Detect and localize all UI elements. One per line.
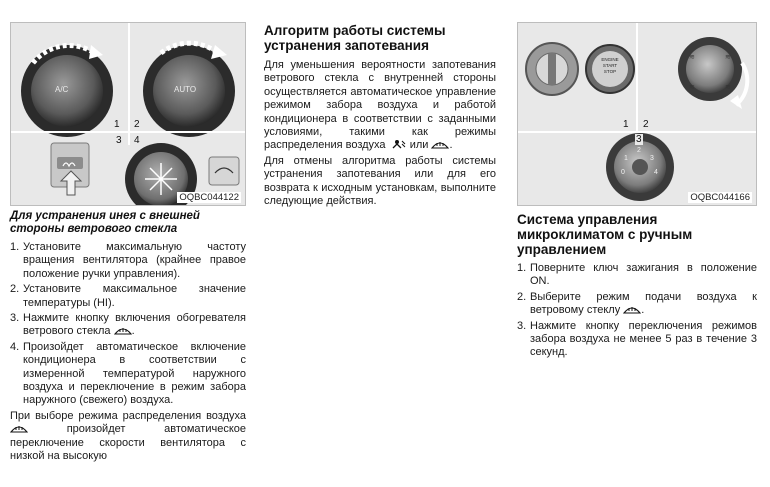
windshield-defrost-icon bbox=[431, 139, 449, 149]
list-item: 1. Поверните ключ зажигания в положение ON. bbox=[517, 262, 757, 288]
windshield-defrost-icon bbox=[114, 325, 132, 335]
dial-number-1: 1 bbox=[624, 155, 628, 162]
middle-paragraph-2: Для отмены алгоритма работы системы устранения запотевания или для его возврата к исходным установкам, выполните следующие действия. bbox=[264, 154, 496, 208]
floor-defrost-icon bbox=[389, 139, 407, 149]
figure-code: OQBC044122 bbox=[179, 192, 239, 203]
dial-number-3: 3 bbox=[650, 155, 654, 162]
list-item: 1. Установите максимальную частоту вращения вентилятора (крайнее правое положение ручки управления). bbox=[10, 241, 246, 280]
panel-label-4: 4 bbox=[134, 135, 140, 146]
svg-text:≋: ≋ bbox=[689, 84, 695, 91]
middle-column bbox=[264, 0, 496, 210]
right-steps bbox=[517, 262, 757, 360]
ac-knob-label: A/C bbox=[55, 85, 69, 94]
windshield-defrost-icon bbox=[10, 423, 28, 433]
left-column bbox=[10, 0, 246, 464]
dial-number-4: 4 bbox=[654, 169, 658, 176]
list-item: 3. Нажмите кнопку переключения режимов забора воздуха не менее 5 раз в течение 3 секунд. bbox=[517, 319, 757, 359]
manual-climate-figure bbox=[517, 22, 757, 206]
middle-title: Алгоритм работы системы устранения запотевания bbox=[264, 23, 446, 53]
left-steps bbox=[10, 241, 246, 408]
panel-label-1: 1 bbox=[623, 119, 629, 130]
svg-text:≋: ≋ bbox=[689, 54, 695, 61]
right-column bbox=[517, 0, 757, 362]
svg-text:≋: ≋ bbox=[725, 84, 731, 91]
recirc-button bbox=[209, 157, 239, 185]
left-subheading: Для устранения инея с внешней стороны ветрового стекла bbox=[10, 210, 200, 235]
list-item: 2. Установите максимальное значение температуры (HI). bbox=[10, 283, 246, 309]
dial-number-0: 0 bbox=[621, 169, 625, 176]
panel-label-1: 1 bbox=[114, 119, 120, 130]
panel-label-2: 2 bbox=[643, 119, 649, 130]
windshield-defrost-icon bbox=[623, 304, 641, 314]
middle-paragraph-1: Для уменьшения вероятности запотевания ветрового стекла с внутренней стороны осуществляется автоматическое управление режимом забора воздуха и работой кондиционера в соответствии с заданными условиями, такими как режимы распределения воздуха или . bbox=[264, 59, 496, 152]
start-button-text: ENGINE START STOP bbox=[601, 57, 619, 74]
panel-label-3: 3 bbox=[636, 134, 642, 145]
panel-label-2: 2 bbox=[134, 119, 140, 130]
list-item: 4. Произойдет автоматическое включение кондиционера в соответствии с измеренной температурой наружного воздуха и переключение в режим забора наружного (свежего) воздуха. bbox=[10, 340, 246, 407]
svg-text:≋: ≋ bbox=[725, 54, 731, 61]
defrost-figure bbox=[10, 22, 246, 206]
dial-number-2: 2 bbox=[637, 147, 641, 154]
middle-body bbox=[264, 59, 496, 208]
panel-label-3: 3 bbox=[116, 135, 122, 146]
auto-knob-label: AUTO bbox=[174, 85, 197, 94]
figure-code: OQBC044166 bbox=[690, 192, 750, 203]
left-note: При выборе режима распределения воздуха произойдет автоматическое переключение скорости вентилятора с низкой на высокую bbox=[10, 409, 246, 463]
list-item: 3. Нажмите кнопку включения обогревателя ветрового стекла . bbox=[10, 312, 246, 338]
list-item: 2. Выберите режим подачи воздуха к ветровому стеклу . bbox=[517, 290, 757, 317]
right-title: Система управления микроклиматом с ручным управлением bbox=[517, 212, 693, 257]
